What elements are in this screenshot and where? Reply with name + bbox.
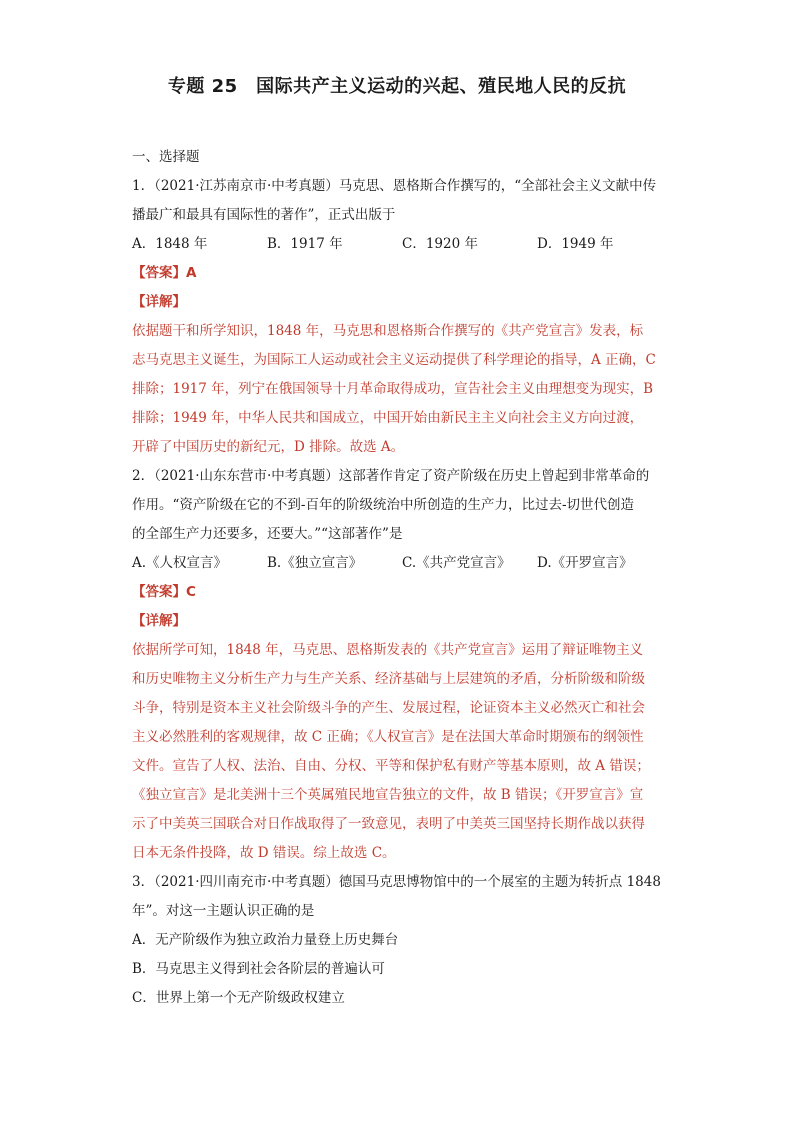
- question-1: [132, 172, 672, 462]
- detail-line: 主义必然胜利的客观规律，故 C 正确；《人权宣言》是在法国大革命时期颁布的纲领性: [132, 729, 644, 745]
- detail-line: 和历史唯物主义分析生产力与生产关系、经济基础与上层建筑的矛盾，分析阶级和阶级: [132, 671, 645, 687]
- question-stem-line: 3．（2021·四川南充市·中考真题）德国马克思博物馆中的一个展室的主题为转折点 1848: [132, 874, 661, 890]
- answer-label: 【答案】A: [132, 265, 197, 281]
- answer-label: 【答案】C: [132, 584, 196, 600]
- option-c: C．1920 年: [402, 236, 478, 252]
- detail-line: 依据题干和所学知识，1848 年，马克思和恩格斯合作撰写的《共产党宣言》发表，标: [132, 323, 644, 339]
- option-a: A．1848 年: [132, 236, 208, 252]
- question-stem-line: 作用。“资产阶级在它的不到-百年的阶级统治中所创造的生产力，比过去-切世代创造: [132, 497, 635, 513]
- question-stem-line: 的全部生产力还要多，还要大。”“这部著作”是: [132, 526, 403, 542]
- option-d: D.《开罗宣言》: [537, 555, 633, 571]
- detail-line: 依据所学可知，1848 年，马克思、恩格斯发表的《共产党宣言》运用了辩证唯物主义: [132, 642, 644, 658]
- option-a: A．无产阶级作为独立政治力量登上历史舞台: [132, 932, 399, 948]
- option-b: B．马克思主义得到社会各阶层的普遍认可: [132, 961, 385, 977]
- document-content: [132, 143, 672, 1013]
- options-row: [132, 230, 672, 259]
- question-stem-line: 1．（2021·江苏南京市·中考真题）马克思、恩格斯合作撰写的，“全部社会主义文献中传: [132, 178, 657, 194]
- question-stem-line: 播最广和最具有国际性的著作”，正式出版于: [132, 207, 396, 223]
- detail-line: 排除；1949 年，中华人民共和国成立，中国开始由新民主主义向社会主义方向过渡，: [132, 410, 644, 426]
- detail-text: [132, 636, 672, 868]
- detail-line: 排除；1917 年，列宁在俄国领导十月革命取得成功，宣告社会主义由理想变为现实，B: [132, 381, 654, 397]
- detail-line: 斗争，特别是资本主义社会阶级斗争的产生、发展过程，论证资本主义必然灭亡和社会: [132, 700, 645, 716]
- option-c: C．世界上第一个无产阶级政权建立: [132, 990, 345, 1006]
- detail-line: 日本无条件投降，故 D 错误。综上故选 C。: [132, 845, 396, 861]
- question-stem-line: 2．（2021·山东东营市·中考真题）这部著作肯定了资产阶级在历史上曾起到非常革命的: [132, 468, 650, 484]
- question-2: [132, 462, 672, 868]
- detail-line: 文件。宣告了人权、法治、自由、分权、平等和保护私有财产等基本原则，故 A 错误；: [132, 758, 650, 774]
- detail-line: 开辟了中国历史的新纪元，D 排除。故选 A。: [132, 439, 405, 455]
- section-heading: 一、选择题: [132, 149, 200, 165]
- detail-line: 示了中美英三国联合对日作战取得了一致意见，表明了中美英三国坚持长期作战以获得: [132, 816, 645, 832]
- option-c: C.《共产党宣言》: [402, 555, 511, 571]
- page-title: 专题 25 国际共产主义运动的兴起、殖民地人民的反抗: [167, 76, 627, 97]
- detail-label: 【详解】: [132, 294, 186, 310]
- options-row: [132, 549, 672, 578]
- option-b: B.《独立宣言》: [267, 555, 363, 571]
- option-d: D．1949 年: [537, 236, 614, 252]
- question-3: [132, 868, 672, 1013]
- detail-line: 《独立宣言》是北美洲十三个英属殖民地宣告独立的文件，故 B 错误；《开罗宣言》宣: [132, 787, 644, 803]
- detail-label: 【详解】: [132, 613, 186, 629]
- detail-text: [132, 317, 672, 462]
- option-a: A.《人权宣言》: [132, 555, 228, 571]
- option-b: B．1917 年: [267, 236, 343, 252]
- detail-line: 志马克思主义诞生，为国际工人运动或社会主义运动提供了科学理论的指导，A 正确，C: [132, 352, 656, 368]
- question-stem-line: 年”。对这一主题认识正确的是: [132, 903, 315, 919]
